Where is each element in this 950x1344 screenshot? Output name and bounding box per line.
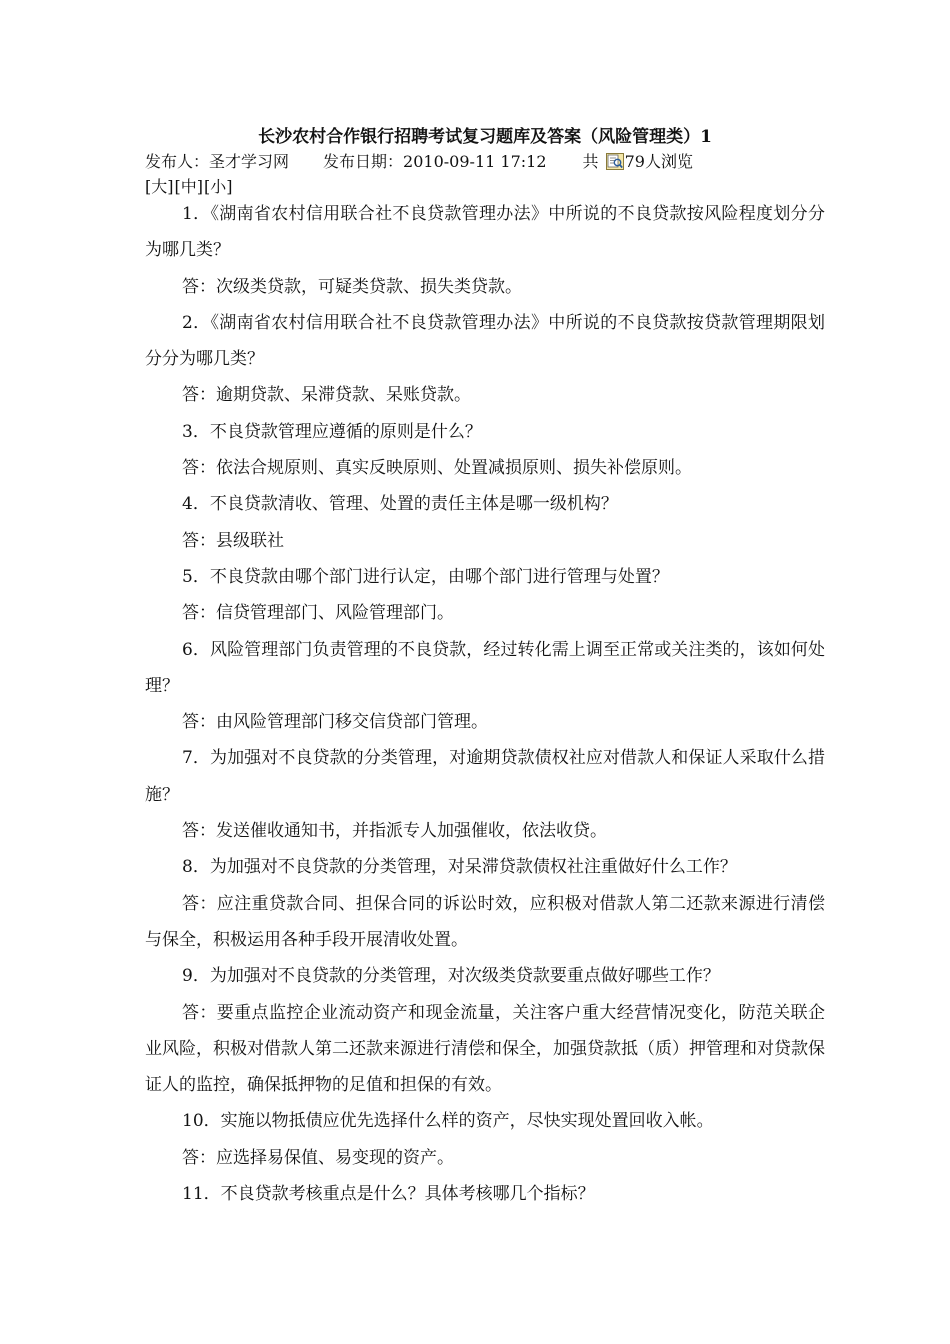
- article-body: [145, 196, 825, 1212]
- question-8: 8．为加强对不良贷款的分类管理，对呆滞贷款债权社注重做好什么工作？: [182, 857, 737, 878]
- answer-8: 答：应注重贷款合同、担保合同的诉讼时效，应积极对借款人第二还款来源进行清偿与保全，积极运用各种手段开展清收处置。: [145, 893, 825, 950]
- page-title: 长沙农村合作银行招聘考试复习题库及答案（风险管理类）1: [258, 127, 712, 147]
- views-prefix: 共: [582, 152, 599, 171]
- question-4: 4．不良贷款清收、管理、处置的责任主体是哪一级机构？: [182, 494, 618, 515]
- answer-6: 答：由风险管理部门移交信贷部门管理。: [182, 712, 488, 733]
- question-11: 11．不良贷款考核重点是什么？具体考核哪几个指标？: [182, 1184, 595, 1205]
- views-count: 79: [624, 152, 645, 171]
- answer-5: 答：信贷管理部门、风险管理部门。: [182, 603, 454, 624]
- font-size-small-link[interactable]: [小]: [204, 177, 233, 196]
- publisher-label: 发布人：: [145, 152, 210, 171]
- article-meta: [145, 151, 693, 173]
- question-2: 2．《湖南省农村信用联合社不良贷款管理办法》中所说的不良贷款按贷款管理期限划分分为哪几类？: [145, 312, 825, 370]
- font-size-controls: [145, 176, 234, 198]
- publisher-name: 圣才学习网: [209, 152, 290, 171]
- answer-3: 答：依法合规原则、真实反映原则、处置减损原则、损失补偿原则。: [182, 458, 692, 479]
- question-6: 6．风险管理部门负责管理的不良贷款，经过转化需上调至正常或关注类的，该如何处理？: [145, 639, 825, 696]
- question-7: 7．为加强对不良贷款的分类管理，对逾期贷款债权社应对借款人和保证人采取什么措施？: [145, 748, 825, 805]
- question-5: 5．不良贷款由哪个部门进行认定，由哪个部门进行管理与处置？: [182, 566, 669, 587]
- answer-10: 答：应选择易保值、易变现的资产。: [182, 1147, 454, 1168]
- answer-9: 答：要重点监控企业流动资产和现金流量，关注客户重大经营情况变化，防范关联企业风险，积极对借款人第二还款来源进行清偿和保全，加强贷款抵（质）押管理和对贷款保证人的监控，确保抵押物的足值和担保的有效。: [145, 1002, 825, 1096]
- answer-7: 答：发送催收通知书，并指派专人加强催收，依法收贷。: [182, 821, 607, 842]
- views-suffix: 人浏览: [644, 152, 693, 171]
- document-view-icon: [606, 153, 624, 170]
- answer-2: 答：逾期贷款、呆滞贷款、呆账贷款。: [182, 385, 471, 406]
- answer-1: 答：次级类贷款，可疑类贷款、损失类贷款。: [182, 276, 522, 297]
- question-1: 1．《湖南省农村信用联合社不良贷款管理办法》中所说的不良贷款按风险程度划分分为哪几类？: [145, 204, 825, 261]
- font-size-medium-link[interactable]: [中]: [174, 177, 203, 196]
- question-9: 9．为加强对不良贷款的分类管理，对次级类贷款要重点做好哪些工作？: [182, 966, 720, 987]
- font-size-large-link[interactable]: [大]: [145, 177, 174, 196]
- question-10: 10．实施以物抵债应优先选择什么样的资产，尽快实现处置回收入帐。: [182, 1111, 714, 1132]
- publish-date: 2010-09-11 17:12: [403, 152, 547, 171]
- answer-4: 答：县级联社: [182, 530, 284, 551]
- date-label: 发布日期：: [323, 152, 404, 171]
- question-3: 3．不良贷款管理应遵循的原则是什么？: [182, 421, 482, 442]
